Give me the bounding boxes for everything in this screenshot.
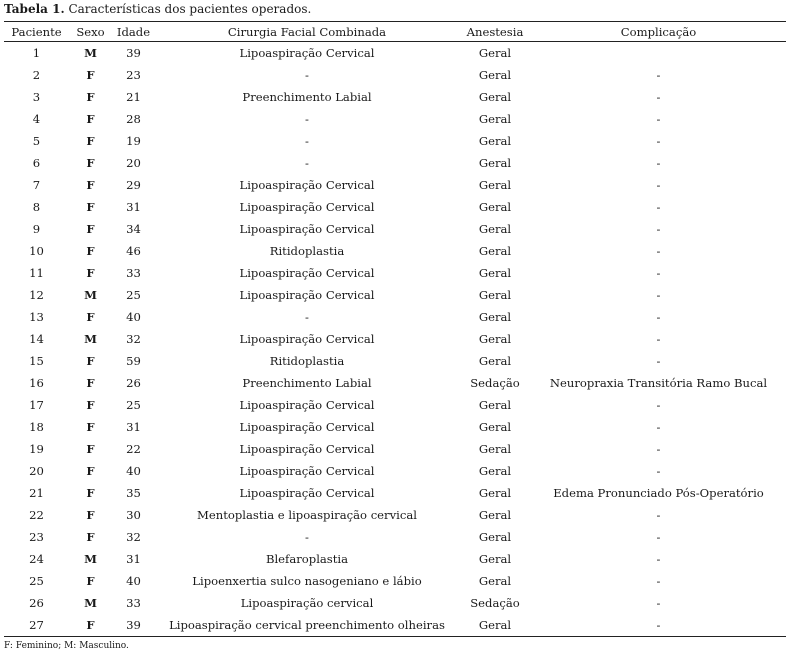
cell-idade: 22 [126, 442, 141, 456]
cell-paciente: 11 [29, 266, 44, 280]
table-row [4, 306, 786, 328]
table-row [4, 372, 786, 394]
cell-anestesia: Sedação [470, 596, 520, 610]
cell-anestesia: Geral [478, 486, 512, 500]
cell-paciente: 12 [29, 288, 44, 302]
cell-sexo: F [86, 486, 95, 500]
cell-sexo: F [86, 442, 95, 456]
cell-idade: 33 [126, 596, 141, 610]
cell-sexo: F [86, 178, 95, 192]
cell-paciente: 26 [29, 596, 44, 610]
cell-sexo: F [86, 112, 95, 126]
cell-cirurgia: Mentoplastia e lipoaspiração cervical [197, 508, 417, 522]
cell-idade: 25 [126, 288, 141, 302]
cell-sexo: F [86, 376, 95, 390]
cell-cirurgia: - [305, 134, 309, 148]
cell-complicacao: - [656, 266, 661, 280]
cell-sexo: F [86, 354, 95, 368]
table-row [4, 152, 786, 174]
cell-cirurgia: Ritidoplastia [269, 244, 345, 258]
header-cirurgia: Cirurgia Facial Combinada [155, 22, 459, 42]
cell-idade: 23 [126, 68, 141, 82]
cell-complicacao: - [656, 552, 661, 566]
cell-complicacao: - [656, 574, 661, 588]
cell-complicacao: - [656, 508, 661, 522]
cell-sexo: F [86, 156, 95, 170]
cell-paciente: 7 [32, 178, 41, 192]
cell-idade: 32 [126, 332, 141, 346]
cell-paciente: 17 [29, 398, 44, 412]
cell-anestesia: Geral [478, 288, 512, 302]
cell-idade: 19 [126, 134, 141, 148]
cell-cirurgia: Ritidoplastia [269, 354, 345, 368]
cell-paciente: 15 [29, 354, 44, 368]
table-caption-text: Características dos pacientes operados. [64, 2, 312, 16]
table-footnote: F: Feminino; M: Masculino. [4, 641, 129, 651]
cell-anestesia: Geral [478, 530, 512, 544]
cell-idade: 31 [126, 552, 141, 566]
cell-complicacao: - [656, 310, 661, 324]
cell-complicacao: - [656, 156, 661, 170]
cell-complicacao: Edema Pronunciado Pós-Operatório [553, 486, 764, 500]
cell-cirurgia: Lipoaspiração Cervical [239, 442, 375, 456]
cell-anestesia: Geral [459, 614, 531, 637]
table-row [4, 504, 786, 526]
table-header [4, 22, 786, 42]
cell-cirurgia: Lipoaspiração Cervical [239, 46, 375, 60]
cell-paciente: 20 [29, 464, 44, 478]
cell-sexo: F [86, 530, 95, 544]
cell-anestesia: Geral [478, 134, 512, 148]
cell-sexo: F [86, 508, 95, 522]
patients-table [4, 21, 786, 637]
cell-anestesia: Geral [478, 68, 512, 82]
cell-complicacao: - [656, 112, 661, 126]
table-row [4, 130, 786, 152]
cell-anestesia: Geral [478, 508, 512, 522]
table-row [4, 394, 786, 416]
cell-complicacao: - [656, 398, 661, 412]
cell-anestesia: Geral [478, 464, 512, 478]
cell-idade: 33 [126, 266, 141, 280]
cell-anestesia: Geral [478, 574, 512, 588]
cell-complicacao: - [656, 134, 661, 148]
table-row [4, 108, 786, 130]
table-row [4, 174, 786, 196]
cell-idade: 39 [126, 46, 141, 60]
table-row [4, 328, 786, 350]
cell-anestesia: Geral [478, 398, 512, 412]
cell-paciente: 3 [32, 90, 41, 104]
cell-cirurgia: Blefaroplastia [265, 552, 349, 566]
cell-paciente: 25 [29, 574, 44, 588]
cell-sexo: M [84, 46, 97, 60]
table-row [4, 570, 786, 592]
cell-anestesia: Geral [478, 420, 512, 434]
cell-paciente: 18 [29, 420, 44, 434]
cell-cirurgia: Lipoaspiração Cervical [239, 266, 375, 280]
cell-idade: 31 [126, 200, 141, 214]
cell-anestesia: Geral [478, 310, 512, 324]
cell-cirurgia: Lipoaspiração Cervical [239, 486, 375, 500]
cell-cirurgia: Lipoaspiração cervical [240, 596, 374, 610]
cell-idade: 21 [126, 90, 141, 104]
cell-paciente: 1 [32, 46, 41, 60]
header-sexo: Sexo [69, 22, 112, 42]
cell-paciente: 6 [32, 156, 41, 170]
cell-complicacao: Neuropraxia Transitória Ramo Bucal [549, 376, 768, 390]
header-complicacao: Complicação [531, 22, 786, 42]
cell-paciente: 27 [4, 614, 69, 637]
header-idade: Idade [112, 22, 155, 42]
cell-paciente: 24 [29, 552, 44, 566]
cell-cirurgia: Preenchimento Labial [242, 376, 372, 390]
cell-idade: 20 [126, 156, 141, 170]
cell-complicacao: - [656, 420, 661, 434]
cell-complicacao: - [656, 178, 661, 192]
table-row [4, 64, 786, 86]
cell-idade: 29 [126, 178, 141, 192]
cell-idade: 35 [126, 486, 141, 500]
cell-sexo: F [86, 244, 95, 258]
cell-idade: 32 [126, 530, 141, 544]
cell-complicacao: - [656, 288, 661, 302]
header-anestesia: Anestesia [459, 22, 531, 42]
cell-idade: 34 [126, 222, 141, 236]
cell-anestesia: Geral [478, 266, 512, 280]
table-row [4, 460, 786, 482]
cell-cirurgia: Lipoaspiração Cervical [239, 398, 375, 412]
table-row [4, 196, 786, 218]
cell-complicacao: - [656, 68, 661, 82]
cell-complicacao: - [656, 222, 661, 236]
cell-anestesia: Geral [478, 90, 512, 104]
cell-complicacao: - [656, 442, 661, 456]
table-body [4, 42, 786, 637]
cell-sexo: F [86, 574, 95, 588]
cell-cirurgia: - [305, 112, 309, 126]
cell-idade: 30 [126, 508, 141, 522]
cell-sexo: M [84, 332, 97, 346]
cell-idade: 25 [126, 398, 141, 412]
header-row [4, 22, 786, 42]
cell-anestesia: Geral [478, 442, 512, 456]
table-caption-label: Tabela 1. [4, 2, 65, 16]
cell-sexo: F [86, 68, 95, 82]
cell-cirurgia: Lipoaspiração Cervical [239, 332, 375, 346]
cell-cirurgia: Preenchimento Labial [242, 90, 372, 104]
cell-anestesia: Geral [478, 354, 512, 368]
cell-complicacao: - [531, 614, 786, 637]
cell-paciente: 4 [32, 112, 41, 126]
table-row [4, 438, 786, 460]
table-row [4, 416, 786, 438]
cell-paciente: 21 [29, 486, 44, 500]
cell-paciente: 5 [32, 134, 41, 148]
cell-idade: 46 [126, 244, 141, 258]
cell-idade: 39 [112, 614, 155, 637]
header-paciente: Paciente [4, 22, 69, 42]
cell-idade: 40 [126, 310, 141, 324]
table-row [4, 482, 786, 504]
cell-cirurgia: - [305, 156, 309, 170]
cell-idade: 31 [126, 420, 141, 434]
cell-cirurgia: Lipoaspiração Cervical [239, 200, 375, 214]
cell-anestesia: Geral [478, 112, 512, 126]
cell-idade: 26 [126, 376, 141, 390]
cell-cirurgia: - [305, 68, 309, 82]
cell-complicacao [531, 42, 786, 65]
table-row [4, 262, 786, 284]
cell-anestesia: Geral [478, 178, 512, 192]
cell-cirurgia: Lipoaspiração Cervical [239, 420, 375, 434]
cell-cirurgia: Lipoaspiração Cervical [239, 288, 375, 302]
cell-anestesia: Geral [478, 222, 512, 236]
table-row [4, 526, 786, 548]
cell-idade: 40 [126, 464, 141, 478]
cell-complicacao: - [656, 530, 661, 544]
cell-complicacao: - [656, 90, 661, 104]
cell-complicacao: - [656, 200, 661, 214]
cell-sexo: F [86, 464, 95, 478]
table-row [4, 548, 786, 570]
table-row [4, 350, 786, 372]
table-row [4, 592, 786, 614]
cell-cirurgia: Lipoenxertia sulco nasogeniano e lábio [192, 574, 422, 588]
table-row [4, 42, 786, 65]
cell-cirurgia: Lipoaspiração cervical preenchimento olheiras [155, 614, 459, 637]
cell-paciente: 22 [29, 508, 44, 522]
table-row [4, 240, 786, 262]
cell-paciente: 2 [32, 68, 41, 82]
cell-anestesia: Geral [478, 46, 512, 60]
cell-sexo: F [86, 420, 95, 434]
cell-cirurgia: - [305, 530, 309, 544]
cell-idade: 28 [126, 112, 141, 126]
cell-sexo: F [86, 90, 95, 104]
cell-cirurgia: - [305, 310, 309, 324]
cell-sexo: M [84, 288, 97, 302]
cell-sexo: F [86, 398, 95, 412]
cell-paciente: 9 [32, 222, 41, 236]
cell-sexo: F [86, 310, 95, 324]
cell-anestesia: Geral [478, 332, 512, 346]
cell-anestesia: Geral [478, 200, 512, 214]
cell-cirurgia: Lipoaspiração Cervical [239, 178, 375, 192]
cell-cirurgia: Lipoaspiração Cervical [239, 464, 375, 478]
cell-paciente: 8 [32, 200, 41, 214]
cell-paciente: 19 [29, 442, 44, 456]
cell-paciente: 23 [29, 530, 44, 544]
cell-complicacao: - [656, 596, 661, 610]
cell-paciente: 16 [29, 376, 44, 390]
cell-complicacao: - [656, 354, 661, 368]
cell-anestesia: Sedação [470, 376, 520, 390]
cell-anestesia: Geral [478, 244, 512, 258]
cell-sexo: F [86, 200, 95, 214]
table-row [4, 86, 786, 108]
cell-sexo: F [86, 266, 95, 280]
cell-paciente: 10 [29, 244, 44, 258]
cell-idade: 59 [126, 354, 141, 368]
cell-complicacao: - [656, 332, 661, 346]
cell-anestesia: Geral [478, 552, 512, 566]
cell-sexo: F [86, 134, 95, 148]
table-row [4, 614, 786, 637]
cell-idade: 40 [126, 574, 141, 588]
cell-cirurgia: Lipoaspiração Cervical [239, 222, 375, 236]
cell-sexo: F [69, 614, 112, 637]
cell-paciente: 14 [29, 332, 44, 346]
cell-anestesia: Geral [478, 156, 512, 170]
cell-sexo: M [84, 552, 97, 566]
cell-sexo: F [86, 222, 95, 236]
cell-sexo: M [84, 596, 97, 610]
table-caption [4, 2, 311, 16]
cell-complicacao: - [656, 244, 661, 258]
cell-complicacao: - [656, 464, 661, 478]
cell-paciente: 13 [29, 310, 44, 324]
table-row [4, 284, 786, 306]
table-row [4, 218, 786, 240]
